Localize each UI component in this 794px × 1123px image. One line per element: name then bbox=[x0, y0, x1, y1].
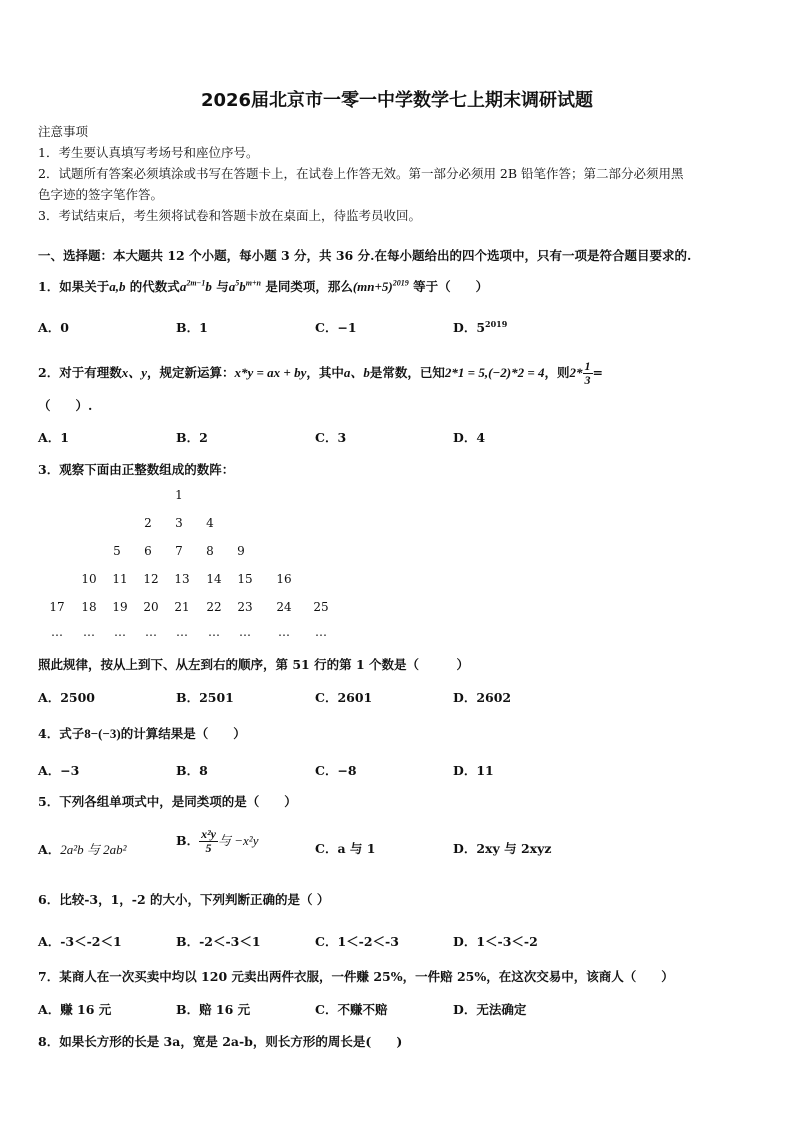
q3-option-b: B．2501 bbox=[176, 690, 234, 705]
q7-option-d: D．无法确定 bbox=[453, 1002, 527, 1017]
array-cell: 22 bbox=[206, 600, 222, 614]
q2-option-c: C．3 bbox=[315, 430, 347, 445]
q1-option-c: C．−1 bbox=[315, 320, 357, 335]
question-7: 7．某商人在一次买卖中均以 120 元卖出两件衣服，一件赚 25%，一件赔 25%，在这次交易中，该商人（ ） bbox=[38, 969, 674, 984]
array-cell: … bbox=[83, 625, 95, 639]
array-cell: 10 bbox=[81, 572, 97, 586]
q6-option-d: D．1＜-3＜-2 bbox=[453, 934, 538, 949]
notice-item-3: 3．考试结束后，考生须将试卷和答题卡放在桌面上，待监考员收回。 bbox=[38, 208, 421, 223]
array-cell: … bbox=[278, 625, 290, 639]
array-cell: … bbox=[208, 625, 220, 639]
q5-option-d: D．2xy 与 2xyz bbox=[453, 841, 552, 856]
array-cell: … bbox=[239, 625, 251, 639]
question-6: 6．比较-3，1，-2 的大小，下列判断正确的是（ ） bbox=[38, 892, 330, 907]
q4-option-a: A．−3 bbox=[38, 763, 80, 778]
q2-option-a: A．1 bbox=[38, 430, 69, 445]
array-cell: 17 bbox=[49, 600, 65, 614]
array-cell: 7 bbox=[175, 544, 183, 558]
array-cell: 25 bbox=[313, 600, 329, 614]
array-cell: … bbox=[176, 625, 188, 639]
q1-option-d: D．$5^{2019}$ bbox=[453, 318, 508, 335]
array-cell: … bbox=[145, 625, 157, 639]
array-cell: 20 bbox=[143, 600, 159, 614]
q2-option-d: D．4 bbox=[453, 430, 486, 445]
notice-item-2: 2．试题所有答案必须填涂或书写在答题卡上，在试卷上作答无效。第一部分必须用 2B 铅笔作答；第二部分必须用黑 bbox=[38, 166, 684, 181]
array-cell: … bbox=[51, 625, 63, 639]
array-cell: 19 bbox=[112, 600, 128, 614]
array-cell: 15 bbox=[237, 572, 253, 586]
array-cell: 2 bbox=[144, 516, 152, 530]
array-cell: … bbox=[315, 625, 327, 639]
array-cell: 16 bbox=[276, 572, 292, 586]
question-5: 5．下列各组单项式中，是同类项的是（ ） bbox=[38, 794, 297, 809]
question-3: 3．观察下面由正整数组成的数阵： bbox=[38, 462, 235, 477]
array-cell: 12 bbox=[143, 572, 159, 586]
q3-option-c: C．2601 bbox=[315, 690, 373, 705]
q7-option-b: B．赔 16 元 bbox=[176, 1002, 251, 1017]
section-heading: 一、选择题：本大题共 12 个小题，每小题 3 分，共 36 分.在每小题给出的四个选项中，只有一项是符合题目要求的. bbox=[38, 248, 692, 263]
array-cell: 24 bbox=[276, 600, 292, 614]
page-title: 2026届北京市一零一中学数学七上期末调研试题 bbox=[200, 90, 594, 111]
q7-option-a: A．赚 16 元 bbox=[38, 1002, 112, 1017]
q1-option-a: A．0 bbox=[38, 320, 69, 335]
q1-option-b: B．1 bbox=[176, 320, 208, 335]
q7-option-c: C．不赚不赔 bbox=[315, 1002, 388, 1017]
q5-option-a: A．2a²b 与 2ab² bbox=[38, 842, 127, 857]
array-cell: 1 bbox=[175, 488, 183, 502]
q6-option-b: B．-2＜-3＜1 bbox=[176, 934, 261, 949]
array-cell: 5 bbox=[113, 544, 121, 558]
notice-item-1: 1．考生要认真填写考场号和座位序号。 bbox=[38, 145, 259, 160]
q6-option-c: C．1＜-2＜-3 bbox=[315, 934, 399, 949]
question-8: 8．如果长方形的长是 3a，宽是 2a-b，则长方形的周长是( ) bbox=[38, 1034, 403, 1049]
array-cell: 8 bbox=[206, 544, 214, 558]
array-cell: 9 bbox=[237, 544, 245, 558]
array-cell: … bbox=[114, 625, 126, 639]
array-cell: 14 bbox=[206, 572, 222, 586]
array-cell: 4 bbox=[206, 516, 214, 530]
question-2: 2．对于有理数x、y，规定新运算：x*y = ax + by，其中a、b是常数，已知2*1 = 5,(−2)*2 = 4，则2* $\frac{1}{3}$ = bbox=[38, 359, 604, 387]
q2-option-b: B．2 bbox=[176, 430, 208, 445]
array-cell: 3 bbox=[175, 516, 183, 530]
array-cell: 21 bbox=[174, 600, 190, 614]
array-cell: 11 bbox=[112, 572, 128, 586]
array-cell: 23 bbox=[237, 600, 253, 614]
q3-option-d: D．2602 bbox=[453, 690, 512, 705]
q3-option-a: A．2500 bbox=[38, 690, 95, 705]
array-cell: 18 bbox=[81, 600, 97, 614]
q5-option-c: C．a 与 1 bbox=[315, 841, 376, 856]
array-cell: 6 bbox=[144, 544, 152, 558]
q3-ask: 照此规律，按从上到下、从左到右的顺序，第 51 行的第 1 个数是（ ） bbox=[38, 657, 470, 672]
q4-option-b: B．8 bbox=[176, 763, 208, 778]
question-1: 1．如果关于a,b 的代数式$a^{2m-1}b$ 与$a^5b^{m+n}$ 是同类项，那么$(mn+5)^{2019}$ 等于（ ） bbox=[38, 278, 489, 294]
q4-option-d: D．11 bbox=[453, 763, 494, 778]
question-4: 4．式子8−(−3)的计算结果是（ ） bbox=[38, 726, 246, 741]
array-cell: 13 bbox=[174, 572, 190, 586]
notice-item-2-cont: 色字迹的签字笔作答。 bbox=[38, 187, 164, 202]
q2-blank: （ ）. bbox=[38, 398, 93, 413]
notice-heading: 注意事项 bbox=[38, 124, 89, 139]
q5-option-b: B． $\frac{\text{x²y}}{5}$ 与 −x²y bbox=[176, 827, 259, 855]
q6-option-a: A．-3＜-2＜1 bbox=[38, 934, 122, 949]
q4-option-c: C．−8 bbox=[315, 763, 357, 778]
